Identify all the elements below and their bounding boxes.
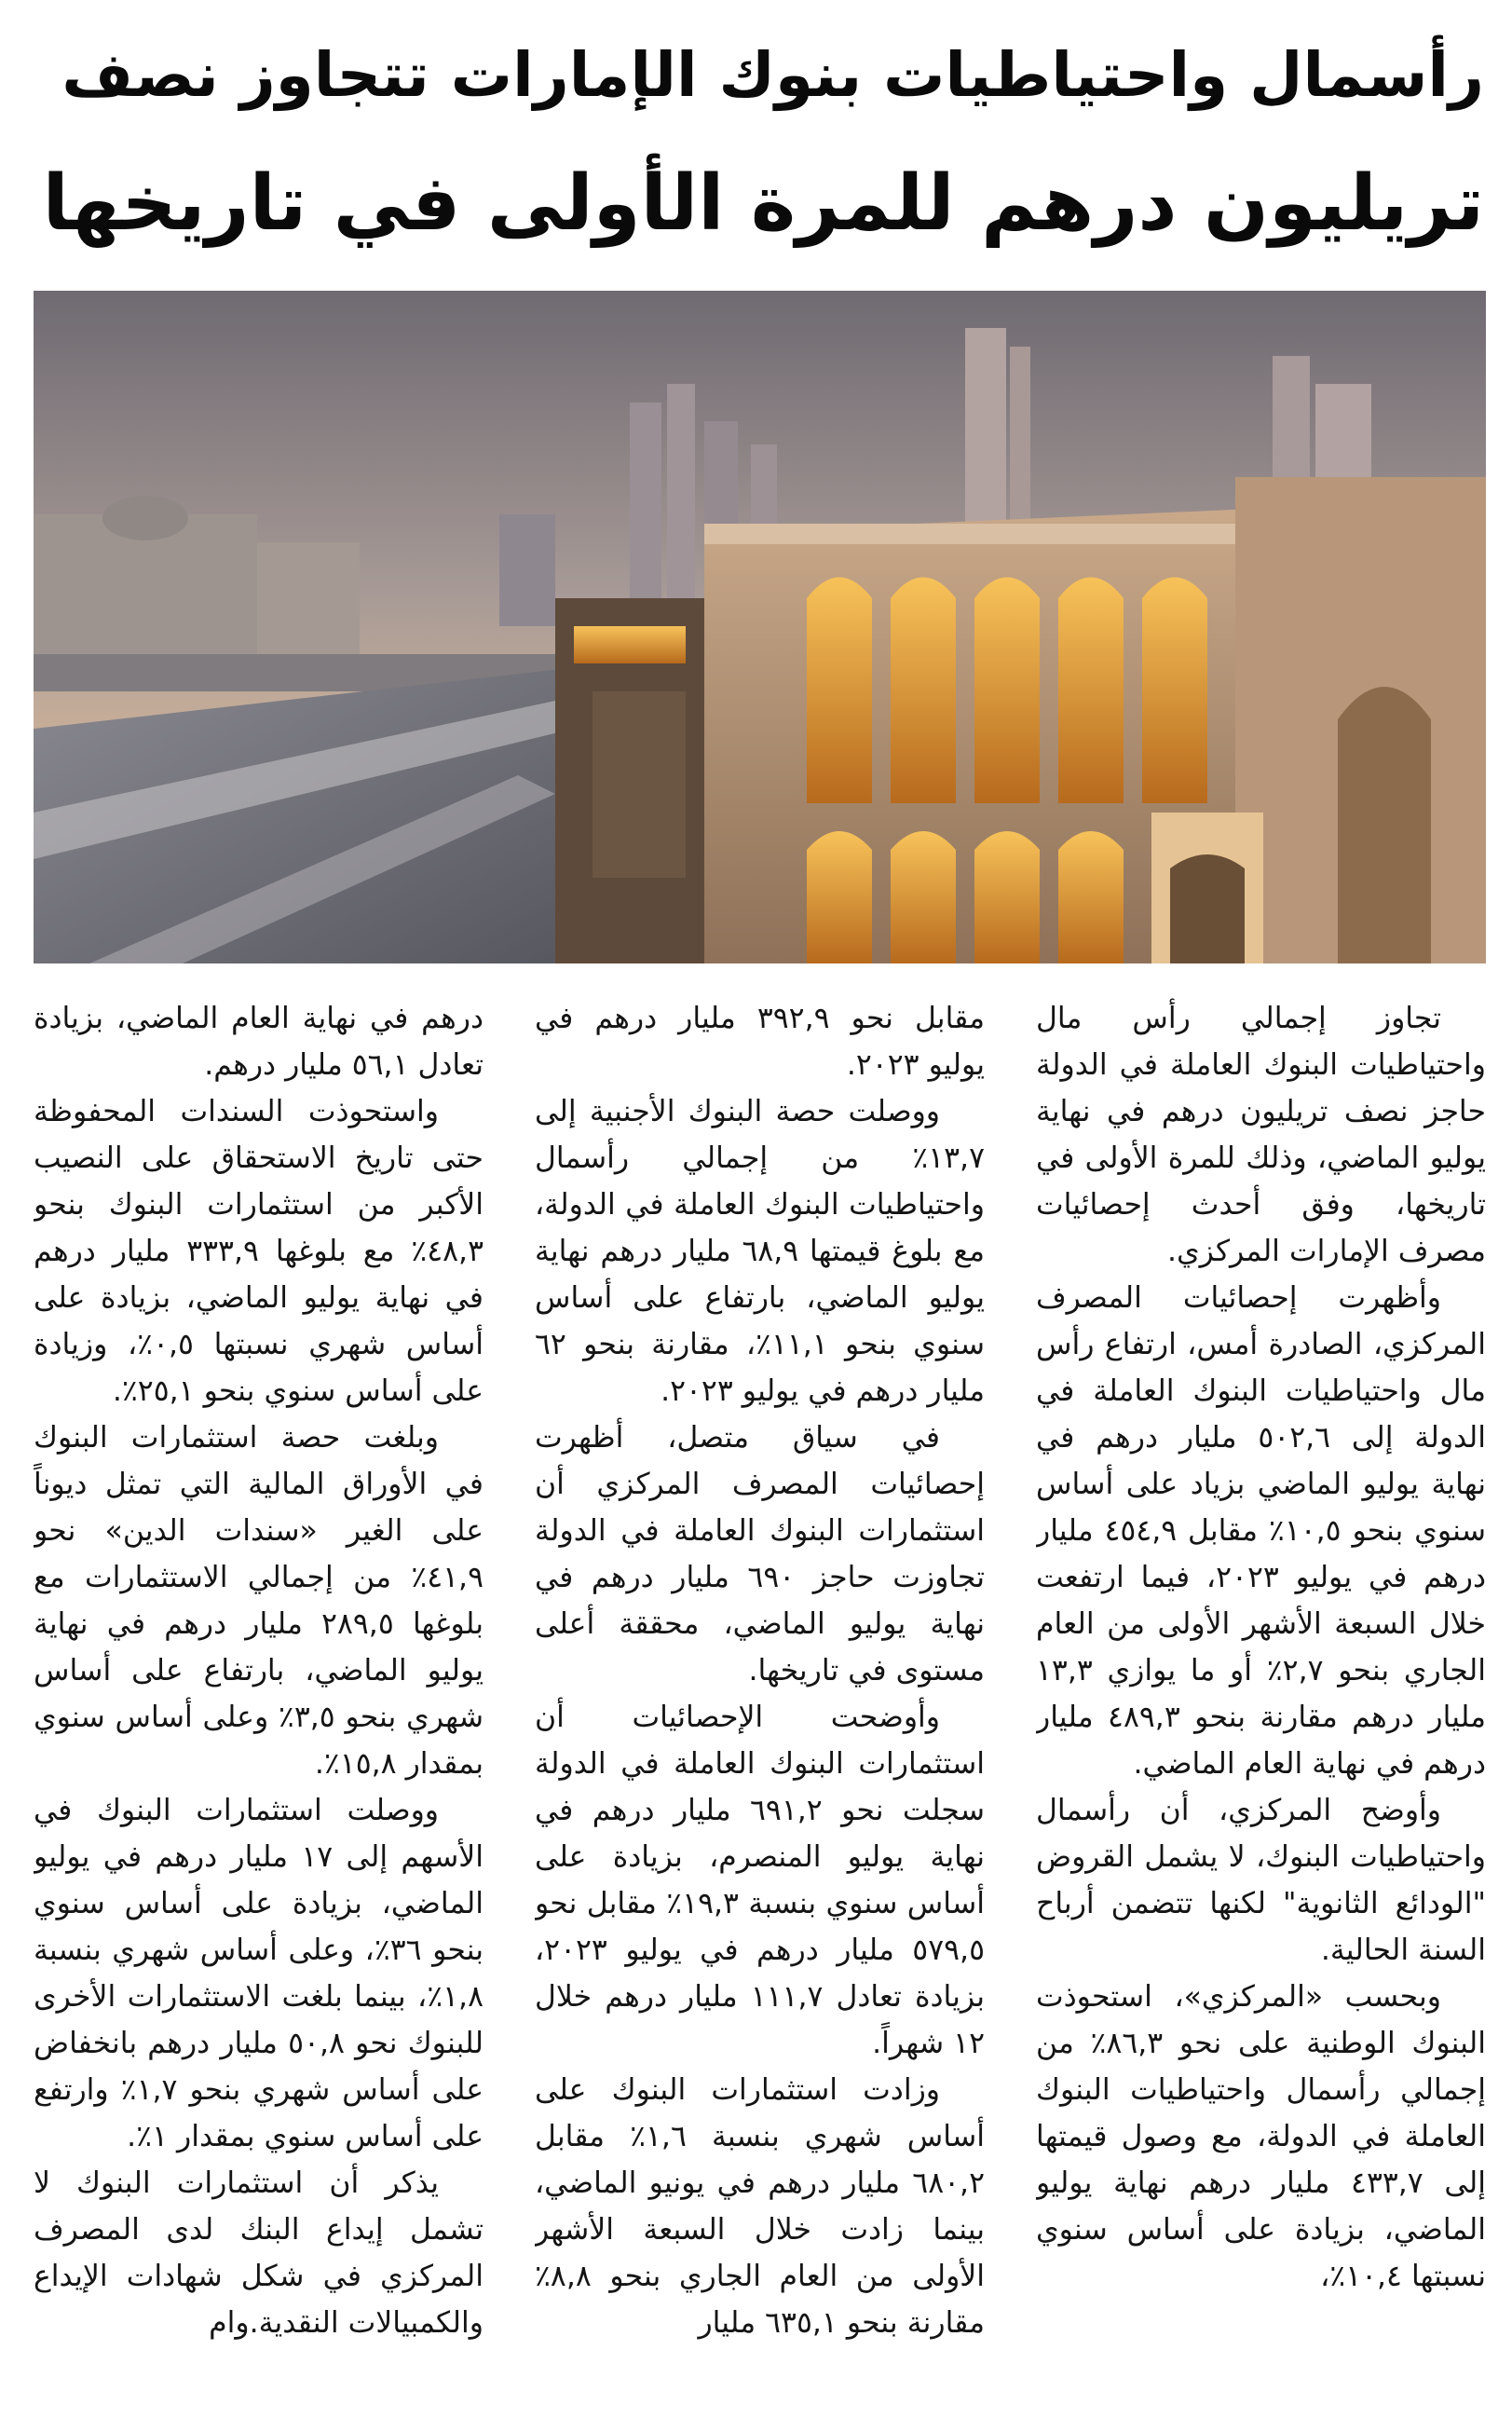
paragraph: ووصلت استثمارات البنوك في الأسهم إلى ١٧ مليار درهم في يوليو الماضي، بزيادة على أساس سنوي بنحو ٣٦٪، وعلى أساس شهري بنسبة ١,٨٪، بينما بلغت الاستثمارات الأخرى للبنوك نحو ٥٠,٨ مليار درهم بانخفاض على أساس شهري بنحو ١,٧٪ وارتفع على أساس سنوي بمقدار ١٪. bbox=[34, 1794, 484, 2153]
paragraph: درهم في نهاية العام الماضي، بزيادة تعادل ٥٦,١ مليار درهم. bbox=[34, 1002, 484, 1082]
article-photo bbox=[34, 291, 1486, 963]
paragraph: وأوضح المركزي، أن رأسمال واحتياطيات البنوك، لا يشمل القروض "الودائع الثانوية" لكنها تتضمن أرباح السنة الحالية. bbox=[1036, 1794, 1486, 1967]
paragraph: وبلغت حصة استثمارات البنوك في الأوراق المالية التي تمثل ديوناً على الغير «سندات الدين» نحو ٤١,٩٪ من إجمالي الاستثمارات مع بلوغها ٢٨٩,٥ مليار درهم في نهاية يوليو الماضي، بارتفاع على أساس شهري بنحو ٣,٥٪ وعلى أساس سنوي بمقدار ١٥,٨٪. bbox=[34, 1421, 484, 1781]
paragraph: مقابل نحو ٣٩٢,٩ مليار درهم في يوليو ٢٠٢٣. bbox=[535, 1002, 985, 1082]
article-column-2 bbox=[535, 995, 985, 2421]
article-column-3 bbox=[34, 995, 484, 2421]
paragraph: وأظهرت إحصائيات المصرف المركزي، الصادرة أمس، ارتفاع رأس مال واحتياطيات البنوك العاملة في الدولة إلى ٥٠٢,٦ مليار درهم في نهاية يوليو الماضي بزياد على أساس سنوي بنحو ١٠,٥٪ مقابل ٤٥٤,٩ مليار درهم في يوليو ٢٠٢٣، فيما ارتفعت خلال السبعة الأشهر الأولى من العام الجاري بنحو ٢,٧٪ أو ما يوازي ١٣,٣ مليار درهم مقارنة بنحو ٤٨٩,٣ مليار درهم في نهاية العام الماضي. bbox=[1036, 1281, 1486, 1781]
paragraph: ووصلت حصة البنوك الأجنبية إلى ١٣,٧٪ من إجمالي رأسمال واحتياطيات البنوك العاملة في الدولة، مع بلوغ قيمتها ٦٨,٩ مليار درهم نهاية يوليو الماضي، بارتفاع على أساس سنوي بنحو ١١,١٪، مقارنة بنحو ٦٢ مليار درهم في يوليو ٢٠٢٣. bbox=[535, 1095, 985, 1408]
paragraph: يذكر أن استثمارات البنوك لا تشمل إيداع البنك لدى المصرف المركزي في شكل شهادات الإيداع والكمبيالات النقدية.وام bbox=[34, 2166, 484, 2340]
paragraph: وأوضحت الإحصائيات أن استثمارات البنوك العاملة في الدولة سجلت نحو ٦٩١,٢ مليار درهم في نهاية يوليو المنصرم، بزيادة على أساس سنوي بنسبة ١٩,٣٪ مقابل نحو ٥٧٩,٥ مليار درهم في يوليو ٢٠٢٣، بزيادة تعادل ١١١,٧ مليار درهم خلال ١٢ شهراً. bbox=[535, 1701, 985, 2060]
paragraph: وزادت استثمارات البنوك على أساس شهري بنسبة ١,٦٪ مقابل ٦٨٠,٢ مليار درهم في يونيو الماضي، بينما زادت خلال السبعة الأشهر الأولى من العام الجاري بنحو ٨,٨٪ مقارنة بنحو ٦٣٥,١ مليار bbox=[535, 2073, 985, 2340]
central-bank-building-photo bbox=[34, 291, 1486, 963]
headline-line-2: تريليون درهم للمرة الأولى في تاريخها bbox=[42, 159, 1484, 248]
article-body bbox=[34, 995, 1486, 2421]
paragraph: واستحوذت السندات المحفوظة حتى تاريخ الاستحقاق على النصيب الأكبر من استثمارات البنوك بنحو ٤٨,٣٪ مع بلوغها ٣٣٣,٩ مليار درهم في نهاية يوليو الماضي، بزيادة على أساس شهري نسبتها ٠,٥٪، وزيادة على أساس سنوي بنحو ٢٥,١٪. bbox=[34, 1095, 484, 1408]
article-column-1 bbox=[1036, 995, 1486, 2421]
paragraph: في سياق متصل، أظهرت إحصائيات المصرف المركزي أن استثمارات البنوك العاملة في الدولة تجاوزت حاجز ٦٩٠ مليار درهم في نهاية يوليو الماضي، محققة أعلى مستوى في تاريخها. bbox=[535, 1421, 985, 1687]
paragraph: وبحسب «المركزي»، استحوذت البنوك الوطنية على نحو ٨٦,٣٪ من إجمالي رأسمال واحتياطيات البنوك العاملة في الدولة، مع وصول قيمتها إلى ٤٣٣,٧ مليار درهم نهاية يوليو الماضي، بزيادة على أساس سنوي نسبتها ١٠,٤٪، bbox=[1036, 1980, 1486, 2293]
paragraph: تجاوز إجمالي رأس مال واحتياطيات البنوك العاملة في الدولة حاجز نصف تريليون درهم في نهاية يوليو الماضي، وذلك للمرة الأولى في تاريخها، وفق أحدث إحصائيات مصرف الإمارات المركزي. bbox=[1036, 1002, 1486, 1268]
headline-line-1: رأسمال واحتياطيات بنوك الإمارات تتجاوز نصف bbox=[61, 39, 1484, 111]
